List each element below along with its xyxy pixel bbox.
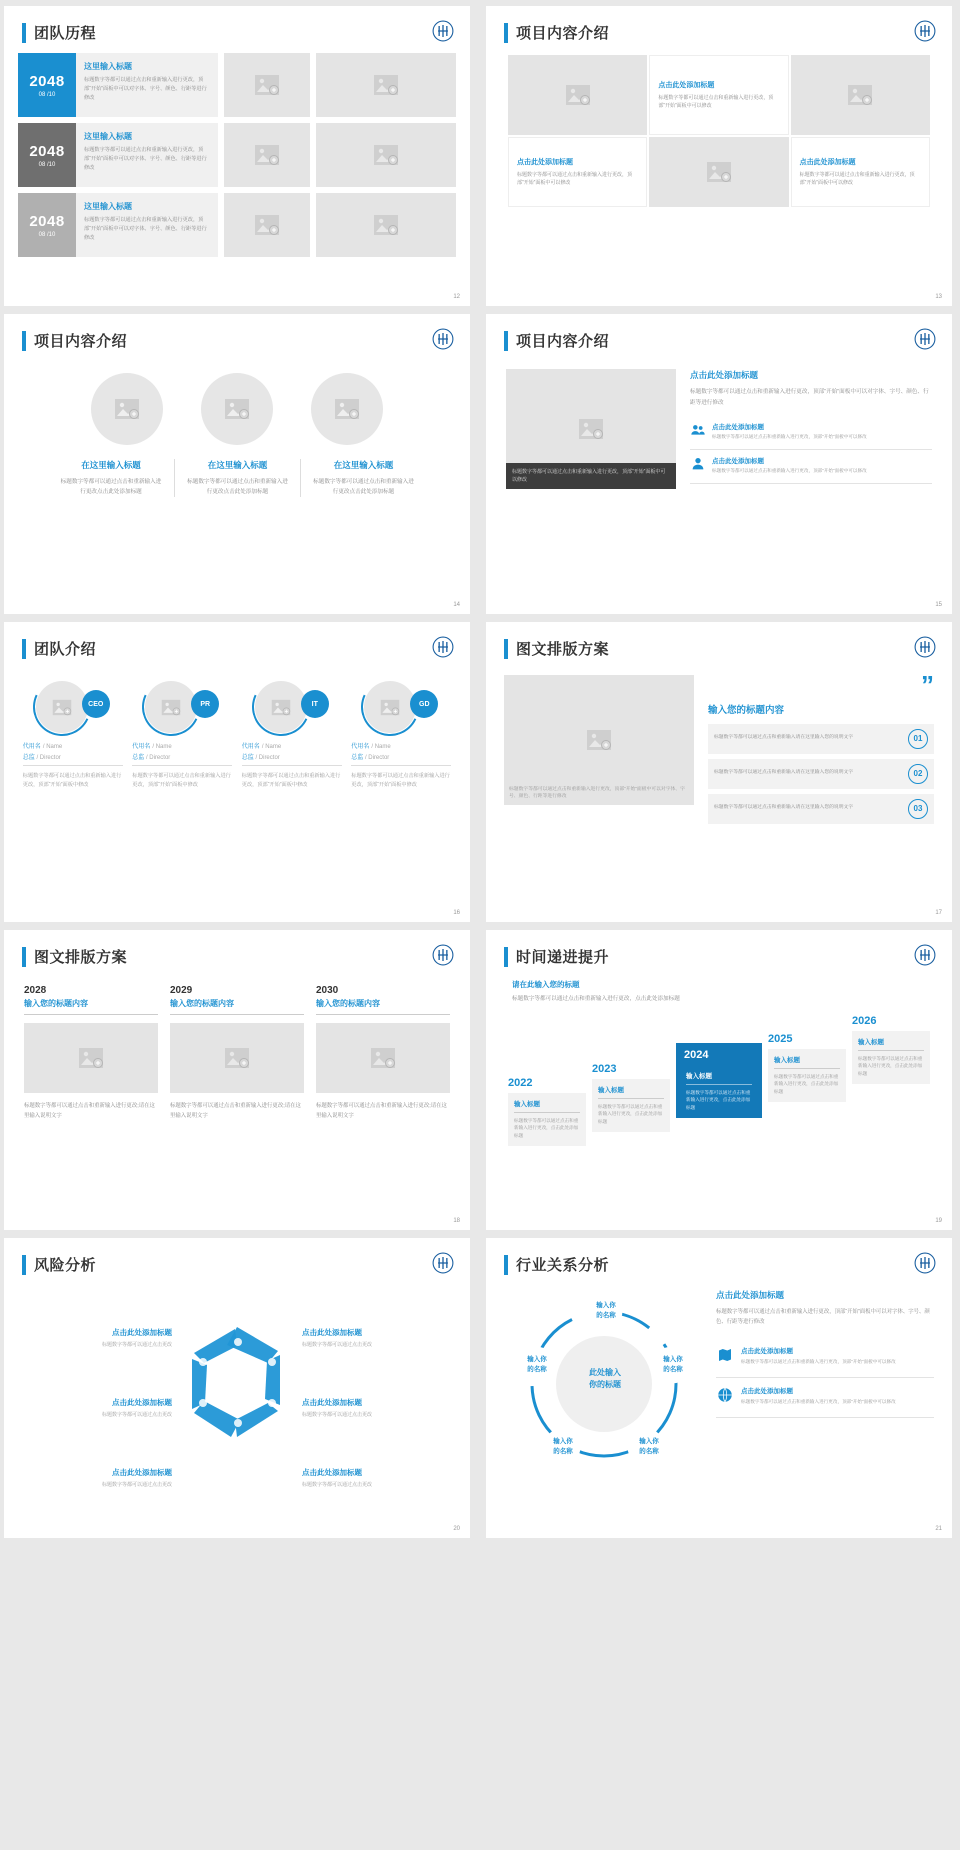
- image-caption: 标题数字等都可以通过点击和重新输入进行更改，顶部“开始”面板中可以对字体、字号、颜色、行距等进行修改: [509, 786, 685, 800]
- year-column[interactable]: [170, 985, 304, 1122]
- image-placeholder-icon: [114, 398, 140, 420]
- member-role-cn: 总监: [22, 755, 35, 761]
- hub-node-label: 输入你 的名称: [527, 1356, 547, 1373]
- image-placeholder-icon: [224, 1047, 250, 1069]
- avatar-photo: [255, 681, 307, 733]
- image-placeholder[interactable]: [316, 123, 456, 187]
- risk-item[interactable]: [22, 1327, 172, 1349]
- step-row: [486, 1005, 952, 1146]
- date-value: 08 /10: [38, 231, 56, 238]
- column-body: 标题数字等都可以通过点击和重新输入进行更改点击此处添加标题: [313, 479, 414, 496]
- section-body: 标题数字等都可以通过点击和重新输入进行更改，顶部“开始”面板中可以对字体、字号、颜色、行距等进行修改: [716, 1309, 930, 1326]
- timeline-heading: 这里输入标题: [84, 132, 132, 141]
- image-placeholder[interactable]: [504, 675, 694, 805]
- step-body: 标题数字等都可以通过点击和重新输入进行更改，点击此处添加标题: [774, 1073, 839, 1095]
- brand-logo-icon: [914, 1252, 936, 1274]
- role-badge: IT: [301, 690, 329, 718]
- timeline-year: [18, 123, 76, 187]
- step-body: 标题数字等都可以通过点击和重新输入进行更改，点击此处添加标题: [858, 1055, 923, 1077]
- member-role-cn: 总监: [241, 755, 254, 761]
- slide-21: [486, 1238, 952, 1538]
- image-placeholder-icon: [565, 84, 591, 106]
- page-number: 19: [935, 1218, 942, 1224]
- title-accent-bar: [22, 331, 26, 351]
- date-value: 08 /10: [38, 161, 56, 168]
- risk-item[interactable]: [22, 1397, 172, 1419]
- item-body: 标题数字等都可以通过点击更改: [101, 1342, 172, 1348]
- item-number: 03: [908, 799, 928, 819]
- image-caption: 标题数字等都可以通过点击和重新输入进行更改，顶部“开始”面板中可以修改: [506, 463, 676, 489]
- timeline-column: [18, 53, 218, 257]
- page-title: 图文排版方案: [516, 641, 610, 658]
- column-body: 标题数字等都可以通过点击和重新输入进行更改点击此处添加标题: [187, 479, 288, 496]
- brand-logo-icon: [914, 636, 936, 658]
- avatar[interactable]: [255, 681, 329, 733]
- step[interactable]: [592, 1063, 670, 1132]
- image-placeholder-icon: [52, 699, 72, 716]
- image-placeholder[interactable]: [224, 123, 310, 187]
- brand-logo-icon: [914, 944, 936, 966]
- image-placeholder[interactable]: [649, 137, 788, 207]
- year-column[interactable]: [24, 985, 158, 1122]
- image-placeholder[interactable]: [201, 373, 273, 445]
- member-role: [132, 752, 232, 766]
- slide-header: [4, 1238, 470, 1275]
- feature-body: 标题数字等都可以通过点击和重新输入进行更改，顶部“开始”面板中可以修改: [712, 468, 867, 474]
- member-role-cn: 总监: [351, 755, 364, 761]
- column-heading: 在这里输入标题: [333, 460, 394, 470]
- slide-header: [486, 930, 952, 967]
- year-value: 2029: [170, 985, 193, 996]
- feature-heading: 点击此处添加标题: [712, 424, 764, 432]
- pinwheel-diagram: [172, 1317, 302, 1447]
- user-icon: [690, 456, 706, 477]
- text-block: [708, 670, 934, 829]
- page-title: 行业关系分析: [516, 1257, 610, 1274]
- slide-header: [486, 314, 952, 351]
- step-box: [852, 1031, 930, 1084]
- column-body: 标题数字等都可以通过点击和重新输入进行更改点击此处添加标题: [60, 479, 162, 496]
- image-placeholder-icon: [224, 398, 250, 420]
- image-placeholder-icon: [254, 144, 280, 166]
- team-member[interactable]: [351, 681, 451, 791]
- title-accent-bar: [504, 1255, 508, 1275]
- feature-item[interactable]: [716, 1378, 934, 1418]
- page-title: 团队介绍: [34, 641, 97, 658]
- text-columns: [4, 445, 470, 497]
- list-item[interactable]: [708, 759, 934, 789]
- list-item[interactable]: [708, 724, 934, 754]
- risk-item[interactable]: [302, 1397, 452, 1419]
- image-placeholder[interactable]: [24, 1023, 158, 1093]
- title-accent-bar: [504, 331, 508, 351]
- section-heading: 点击此处添加标题: [716, 1290, 785, 1300]
- section-heading: 输入您的标题内容: [708, 704, 785, 716]
- hub-node-label: 输入你 的名称: [596, 1302, 616, 1319]
- step-box: [680, 1065, 758, 1118]
- page-number: 20: [453, 1526, 460, 1532]
- image-placeholder-icon: [373, 214, 399, 236]
- item-number: 01: [908, 729, 928, 749]
- content-body: [486, 351, 952, 489]
- map-icon: [716, 1346, 734, 1369]
- step-year: 2022: [508, 1076, 533, 1089]
- timeline-row[interactable]: [18, 53, 218, 117]
- step-box: [508, 1093, 586, 1146]
- feature-item[interactable]: [690, 416, 932, 450]
- timeline-row[interactable]: [18, 123, 218, 187]
- image-placeholder[interactable]: [170, 1023, 304, 1093]
- timeline-body-text: 标题数字等都可以通过点击和重新输入进行更改，顶部“开始”面板中可以对字体、字号、颜色、行距等进行修改: [84, 147, 207, 171]
- page-number: 16: [453, 910, 460, 916]
- title-accent-bar: [22, 947, 26, 967]
- image-placeholder-icon: [254, 74, 280, 96]
- member-role-en: / Director: [36, 755, 61, 761]
- timeline-heading: 这里输入标题: [84, 62, 132, 71]
- diagram-area: [4, 1275, 470, 1505]
- step[interactable]: [508, 1077, 586, 1146]
- column-heading: 输入您的标题内容: [316, 998, 450, 1015]
- image-placeholder-icon: [847, 84, 873, 106]
- item-heading: 点击此处添加标题: [112, 1398, 172, 1407]
- item-body: 标题数字等都可以通过点击更改: [302, 1412, 373, 1418]
- step-heading: 输入标题: [686, 1071, 752, 1085]
- step-heading: 输入标题: [774, 1055, 840, 1069]
- slide-header: [4, 6, 470, 43]
- image-placeholder-icon: [78, 1047, 104, 1069]
- avatar-photo: [364, 681, 416, 733]
- image-placeholder[interactable]: [91, 373, 163, 445]
- year-value: 2048: [29, 212, 65, 230]
- image-placeholder[interactable]: [311, 373, 383, 445]
- year-columns: [4, 967, 470, 1122]
- slide-19: [486, 930, 952, 1230]
- avatar-photo: [36, 681, 88, 733]
- timeline-heading: 这里输入标题: [84, 202, 132, 211]
- users-icon: [690, 422, 706, 443]
- timeline-body-text: 标题数字等都可以通过点击和重新输入进行更改，顶部“开始”面板中可以对字体、字号、颜色、行距等进行修改: [84, 217, 207, 241]
- member-name: [242, 741, 342, 750]
- member-name-cn: 代用名: [132, 744, 151, 750]
- hub-diagram: [504, 1289, 704, 1474]
- lead-body: 标题数字等都可以通过点击和重新输入进行更改，点击此处添加标题: [512, 996, 680, 1002]
- year-value: 2028: [24, 985, 47, 996]
- title-accent-bar: [504, 639, 508, 659]
- step-year: 2024: [684, 1048, 709, 1061]
- page-number: 14: [453, 602, 460, 608]
- list-item[interactable]: [708, 794, 934, 824]
- column-body: 标题数字等都可以通过点击和重新输入进行更改;请在这里输入说明文字: [316, 1103, 447, 1120]
- member-name: [23, 741, 123, 750]
- slide-15: [486, 314, 952, 614]
- feature-heading: 点击此处添加标题: [741, 1347, 793, 1355]
- image-placeholder[interactable]: [508, 55, 647, 135]
- step-box: [592, 1079, 670, 1132]
- page-title: 图文排版方案: [34, 949, 128, 966]
- brand-logo-icon: [432, 636, 454, 658]
- image-placeholder[interactable]: [224, 193, 310, 257]
- role-badge: GD: [410, 690, 438, 718]
- item-body: 标题数字等都可以通过点击和重新输入请在这里输入您的说明文字: [714, 805, 854, 811]
- text-block: [690, 369, 932, 489]
- timeline-year: [18, 53, 76, 117]
- step-body: 标题数字等都可以通过点击和重新输入进行更改，点击此处添加标题: [686, 1089, 751, 1111]
- text-block: [716, 1289, 934, 1474]
- brand-logo-icon: [914, 328, 936, 350]
- year-column[interactable]: [316, 985, 450, 1122]
- role-badge: PR: [191, 690, 219, 718]
- item-body: 标题数字等都可以通过点击更改: [302, 1482, 373, 1488]
- member-role-en: / Director: [364, 755, 390, 761]
- column-body: 标题数字等都可以通过点击和重新输入进行更改;请在这里输入说明文字: [170, 1103, 301, 1120]
- page-title: 项目内容介绍: [34, 333, 128, 350]
- team-member[interactable]: [132, 681, 232, 791]
- column-body: 标题数字等都可以通过点击和重新输入进行更改;请在这里输入说明文字: [24, 1103, 155, 1120]
- page-number: 12: [453, 294, 460, 300]
- feature-body: 标题数字等都可以通过点击和重新输入进行更改，顶部“开始”面板中可以修改: [741, 1398, 896, 1404]
- step[interactable]: [852, 1015, 930, 1084]
- image-placeholder-icon: [373, 144, 399, 166]
- feature-body: 标题数字等都可以通过点击和重新输入进行更改，顶部“开始”面板中可以修改: [741, 1358, 896, 1364]
- item-number: 02: [908, 764, 928, 784]
- member-name-cn: 代用名: [351, 744, 370, 750]
- member-role-en: / Director: [145, 755, 171, 761]
- page-title: 项目内容介绍: [516, 25, 610, 42]
- slide-header: [4, 314, 470, 351]
- item-heading: 点击此处添加标题: [302, 1328, 362, 1337]
- page-number: 18: [453, 1218, 460, 1224]
- content-grid: [486, 43, 952, 219]
- title-accent-bar: [504, 947, 508, 967]
- column-heading: 输入您的标题内容: [170, 998, 304, 1015]
- slide-17: [486, 622, 952, 922]
- column-heading: 输入您的标题内容: [24, 998, 158, 1015]
- date-value: 08 /10: [38, 91, 56, 98]
- image-placeholder-icon: [586, 729, 612, 751]
- content-card[interactable]: [791, 137, 930, 207]
- feature-item[interactable]: [690, 450, 932, 484]
- feature-heading: 点击此处添加标题: [741, 1387, 793, 1395]
- lead-block: [486, 967, 952, 1005]
- slide-header: [4, 930, 470, 967]
- image-placeholder[interactable]: [506, 369, 676, 489]
- member-name-cn: 代用名: [241, 744, 260, 750]
- content-card[interactable]: [508, 137, 647, 207]
- card-body: 标题数字等都可以通过点击和重新输入进行更改，顶部“开始”面板中可以修改: [658, 94, 774, 109]
- item-body: 标题数字等都可以通过点击更改: [101, 1482, 172, 1488]
- section-body: 标题数字等都可以通过点击和重新输入进行更改，顶部“开始”面板中可以对字体、字号、颜色、行距等进行修改: [690, 389, 929, 406]
- title-accent-bar: [22, 23, 26, 43]
- feature-heading: 点击此处添加标题: [712, 458, 764, 466]
- timeline-text: [76, 53, 218, 117]
- item-body: 标题数字等都可以通过点击更改: [302, 1342, 373, 1348]
- step-heading: 输入标题: [514, 1099, 580, 1113]
- member-desc: 标题数字等都可以通过点击和重新输入进行更改，顶部“开始”面板中修改: [351, 773, 450, 789]
- avatar-photo: [145, 681, 197, 733]
- card-heading: 点击此处添加标题: [517, 158, 573, 166]
- text-column[interactable]: [300, 459, 426, 497]
- timeline-row[interactable]: [18, 193, 218, 257]
- page-title: 项目内容介绍: [516, 333, 610, 350]
- step-body: 标题数字等都可以通过点击和重新输入进行更改，点击此处添加标题: [514, 1117, 579, 1139]
- page-number: 15: [935, 602, 942, 608]
- member-desc: 标题数字等都可以通过点击和重新输入进行更改，顶部“开始”面板中修改: [132, 773, 231, 789]
- image-placeholder-icon: [254, 214, 280, 236]
- hub-node-label: 输入你 的名称: [663, 1356, 683, 1373]
- text-column[interactable]: [174, 459, 300, 497]
- hub-center-label: 此处输入 你的标题: [589, 1368, 621, 1389]
- image-placeholder-icon: [271, 699, 291, 716]
- year-value: 2048: [29, 72, 65, 90]
- text-column[interactable]: [48, 459, 174, 497]
- step[interactable]: [768, 1033, 846, 1102]
- image-placeholder-icon: [370, 1047, 396, 1069]
- member-name-en: / Name: [261, 744, 282, 750]
- item-body: 标题数字等都可以通过点击更改: [101, 1412, 172, 1418]
- content-body: [486, 1275, 952, 1474]
- member-desc: 标题数字等都可以通过点击和重新输入进行更改，顶部“开始”面板中修改: [241, 773, 341, 789]
- image-placeholder[interactable]: [224, 53, 310, 117]
- team-row: [4, 659, 470, 791]
- lead-heading: 请在此输入您的标题: [512, 980, 580, 989]
- item-body: 标题数字等都可以通过点击和重新输入请在这里输入您的说明文字: [714, 735, 854, 741]
- team-member[interactable]: [242, 681, 342, 791]
- brand-logo-icon: [914, 20, 936, 42]
- image-placeholder-icon: [706, 161, 732, 183]
- risk-item[interactable]: [302, 1467, 452, 1489]
- step-heading: 输入标题: [858, 1037, 924, 1051]
- item-heading: 点击此处添加标题: [112, 1468, 172, 1477]
- column-heading: 在这里输入标题: [207, 460, 268, 470]
- avatar[interactable]: [364, 681, 438, 733]
- hub-node-label: 输入你 的名称: [639, 1438, 659, 1455]
- member-name-en: / Name: [42, 744, 63, 750]
- slide-18: [4, 930, 470, 1230]
- image-placeholder[interactable]: [316, 193, 456, 257]
- member-role-cn: 总监: [132, 755, 145, 761]
- feature-body: 标题数字等都可以通过点击和重新输入进行更改，顶部“开始”面板中可以修改: [712, 434, 867, 440]
- item-heading: 点击此处添加标题: [302, 1468, 362, 1477]
- avatar[interactable]: [145, 681, 219, 733]
- slide-header: [486, 622, 952, 659]
- title-accent-bar: [504, 23, 508, 43]
- page-title: 时间递进提升: [516, 949, 610, 966]
- member-name-en: / Name: [371, 744, 391, 750]
- image-placeholder[interactable]: [791, 55, 930, 135]
- column-heading: 在这里输入标题: [81, 460, 141, 470]
- hub-node-label: 输入你 的名称: [553, 1438, 573, 1455]
- page-number: 17: [935, 910, 942, 916]
- member-name-en: / Name: [152, 744, 172, 750]
- image-placeholder[interactable]: [316, 1023, 450, 1093]
- timeline-text: [76, 123, 218, 187]
- page-title: 风险分析: [34, 1257, 97, 1274]
- avatar[interactable]: [36, 681, 110, 733]
- image-placeholder-icon: [161, 699, 181, 716]
- member-name-cn: 代用名: [22, 744, 41, 750]
- item-body: 标题数字等都可以通过点击和重新输入请在这里输入您的说明文字: [714, 770, 854, 776]
- brand-logo-icon: [432, 944, 454, 966]
- timeline-text: [76, 193, 218, 257]
- slide-14: [4, 314, 470, 614]
- globe-icon: [716, 1386, 734, 1409]
- member-role: [351, 752, 451, 766]
- step-box: [768, 1049, 846, 1102]
- slide-12: [4, 6, 470, 306]
- risk-item[interactable]: [22, 1467, 172, 1489]
- slide-13: [486, 6, 952, 306]
- team-member[interactable]: [23, 681, 123, 791]
- title-accent-bar: [22, 639, 26, 659]
- brand-logo-icon: [432, 328, 454, 350]
- step-year: 2023: [592, 1062, 617, 1075]
- year-value: 2048: [29, 142, 65, 160]
- feature-item[interactable]: [716, 1338, 934, 1378]
- timeline-body: [4, 43, 470, 257]
- circle-row: [4, 351, 470, 445]
- timeline-year: [18, 193, 76, 257]
- card-heading: 点击此处添加标题: [658, 81, 715, 89]
- card-heading: 点击此处添加标题: [799, 158, 856, 166]
- step-year: 2025: [768, 1032, 793, 1045]
- member-role: [23, 752, 123, 766]
- content-card[interactable]: [649, 55, 788, 135]
- page-number: 13: [935, 294, 942, 300]
- slide-20: [4, 1238, 470, 1538]
- brand-logo-icon: [432, 20, 454, 42]
- year-value: 2030: [316, 985, 339, 996]
- item-heading: 点击此处添加标题: [302, 1398, 362, 1407]
- risk-item[interactable]: [302, 1327, 452, 1349]
- slide-header: [486, 6, 952, 43]
- image-placeholder-icon: [334, 398, 360, 420]
- page-number: 21: [935, 1526, 942, 1532]
- brand-logo-icon: [432, 1252, 454, 1274]
- member-role-en: / Director: [255, 755, 280, 761]
- step-active[interactable]: [676, 1043, 762, 1118]
- section-heading: 点击此处添加标题: [690, 370, 759, 380]
- image-placeholder-icon: [373, 74, 399, 96]
- member-role: [242, 752, 342, 766]
- slide-16: [4, 622, 470, 922]
- timeline-body-text: 标题数字等都可以通过点击和重新输入进行更改，顶部“开始”面板中可以对字体、字号、颜色、行距等进行修改: [84, 77, 207, 101]
- member-name: [351, 741, 451, 750]
- card-body: 标题数字等都可以通过点击和重新输入进行更改，顶部“开始”面板中可以修改: [799, 171, 915, 186]
- step-year: 2026: [852, 1014, 877, 1027]
- image-placeholder[interactable]: [316, 53, 456, 117]
- slide-header: [486, 1238, 952, 1275]
- role-badge: CEO: [82, 690, 110, 718]
- step-body: 标题数字等都可以通过点击和重新输入进行更改，点击此处添加标题: [598, 1103, 663, 1125]
- image-grid: [224, 53, 456, 257]
- quote-mark-icon: ”: [921, 670, 934, 700]
- title-accent-bar: [22, 1255, 26, 1275]
- member-desc: 标题数字等都可以通过点击和重新输入进行更改，顶部“开始”面板中修改: [22, 773, 122, 789]
- card-body: 标题数字等都可以通过点击和重新输入进行更改，顶部“开始”面板中可以修改: [517, 171, 633, 186]
- content-body: [486, 659, 952, 829]
- image-placeholder-icon: [380, 699, 400, 716]
- member-name: [132, 741, 232, 750]
- page-title: 团队历程: [34, 25, 97, 42]
- item-heading: 点击此处添加标题: [112, 1328, 172, 1337]
- slide-header: [4, 622, 470, 659]
- step-heading: 输入标题: [598, 1085, 664, 1099]
- image-placeholder-icon: [578, 418, 604, 440]
